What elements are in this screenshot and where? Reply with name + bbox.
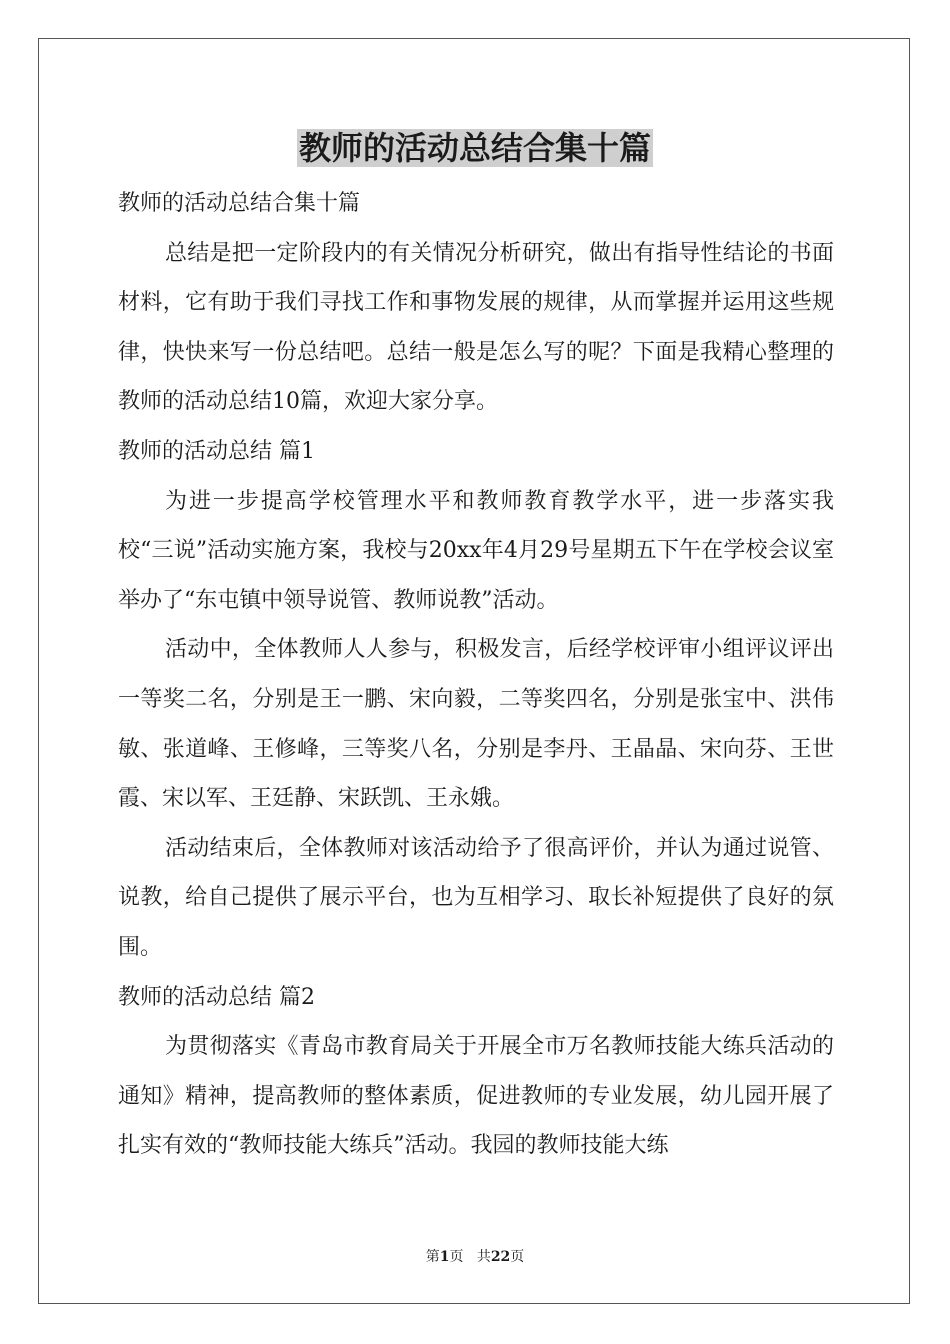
body-paragraph: 活动结束后，全体教师对该活动给予了很高评价，并认为通过说管、说教，给自己提供了展示平台，也为互相学习、取长补短提供了良好的氛围。 (118, 835, 834, 960)
document-title (0, 126, 950, 170)
footer-page-unit: 页 (449, 1249, 464, 1265)
footer-total-unit: 页 (510, 1249, 525, 1265)
footer-page-total: 22 (490, 1249, 511, 1265)
footer-page-prefix: 第 (425, 1249, 440, 1265)
page-footer (0, 1247, 950, 1267)
section-heading: 教师的活动总结 篇1 (118, 438, 315, 464)
body-paragraph: 活动中，全体教师人人参与，积极发言，后经学校评审小组评议评出一等奖二名，分别是王一鹏、宋向毅，二等奖四名，分别是张宝中、洪伟敏、张道峰、王修峰，三等奖八名，分别是李丹、王晶晶、宋向芬、王世霞、宋以军、王廷静、宋跃凯、王永娥。 (118, 637, 834, 812)
footer-page-current: 1 (439, 1249, 450, 1265)
body-paragraph: 总结是把一定阶段内的有关情况分析研究，做出有指导性结论的书面材料，它有助于我们寻找工作和事物发展的规律，从而掌握并运用这些规律，快快来写一份总结吧。总结一般是怎么写的呢？下面是我精心整理的教师的活动总结10篇，欢迎大家分享。 (118, 240, 834, 415)
section-heading: 教师的活动总结 篇2 (118, 984, 315, 1010)
document-title-text: 教师的活动总结合集十篇 (298, 129, 651, 167)
body-paragraph: 为进一步提高学校管理水平和教师教育教学水平，进一步落实我校“三说”活动实施方案，我校与20xx年4月29号星期五下午在学校会议室举办了“东屯镇中领导说管、教师说教”活动。 (118, 488, 834, 613)
document-body (118, 179, 834, 1171)
body-paragraph: 为贯彻落实《青岛市教育局关于开展全市万名教师技能大练兵活动的通知》精神，提高教师的整体素质，促进教师的专业发展，幼儿园开展了扎实有效的“教师技能大练兵”活动。我园的教师技能大练 (118, 1034, 834, 1159)
section-heading: 教师的活动总结合集十篇 (118, 191, 361, 216)
footer-total-prefix: 共 (476, 1249, 491, 1265)
